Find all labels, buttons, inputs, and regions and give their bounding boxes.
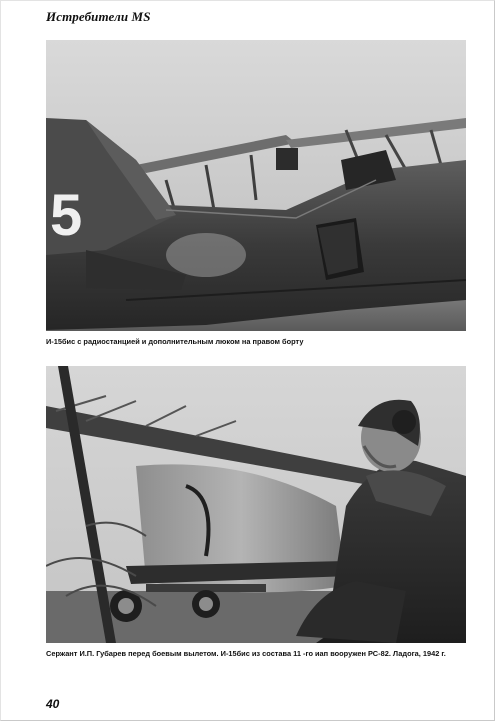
photo-aircraft-radio-hatch (46, 40, 466, 331)
running-head: Истребители MS (46, 9, 151, 24)
photo-2-caption: Сержант И.П. Губарев перед боевым вылетом. И-15бис из состава 11 -го иап вооружен РС-82. Ладога, 1942 г. (46, 649, 446, 658)
tail-number: 5 (50, 183, 83, 248)
page-number: 40 (46, 697, 60, 711)
photo-2-image (46, 366, 466, 643)
photo-pilot-with-aircraft (46, 366, 466, 643)
photo-1-image (46, 40, 466, 331)
photo-1-caption: И-15бис с радиостанцией и дополнительным люком на правом борту (46, 337, 304, 346)
